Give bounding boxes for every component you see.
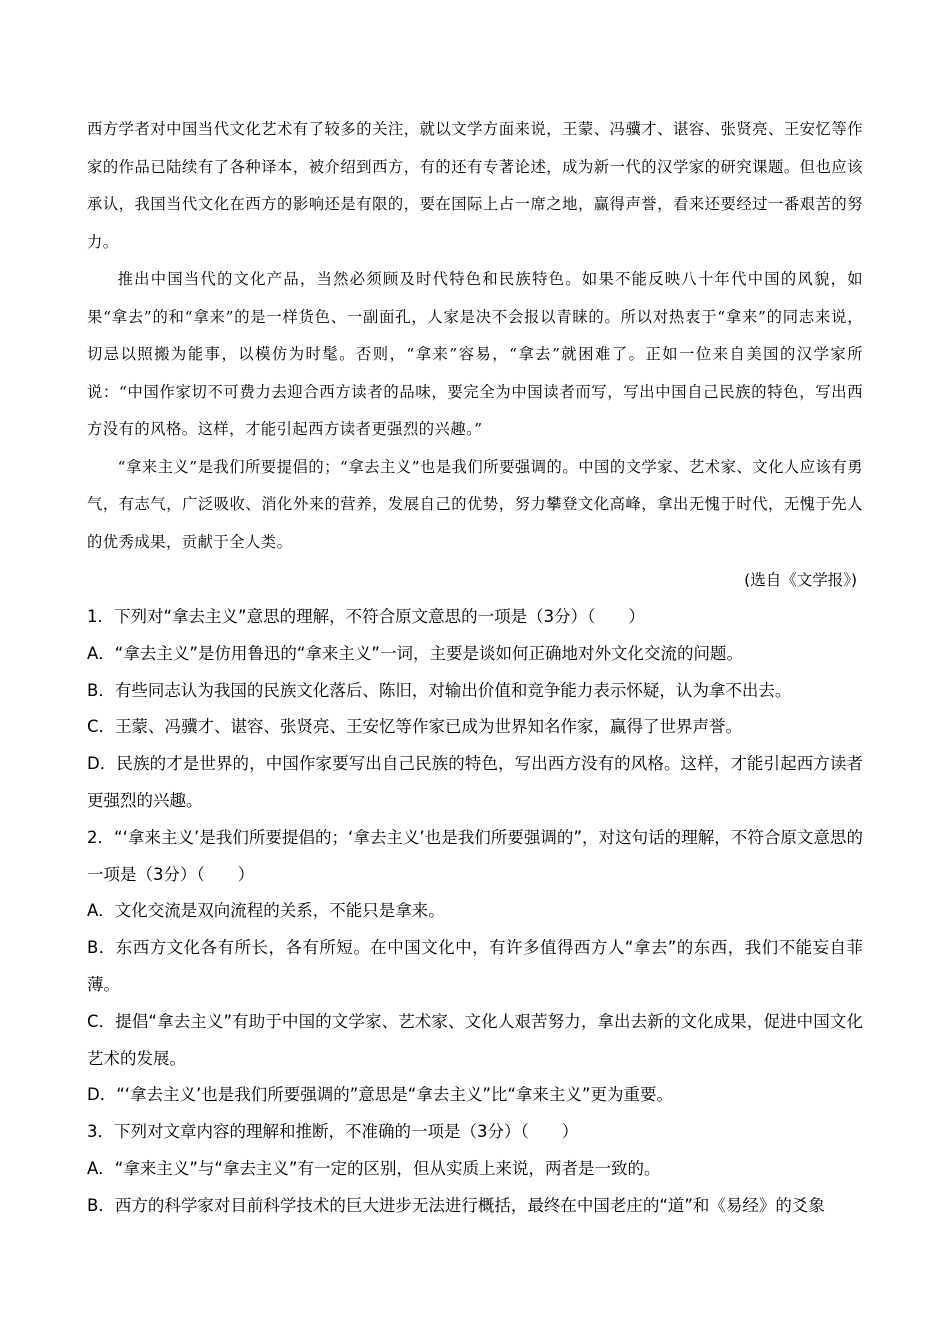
option-a: A．“拿来主义”与“拿去主义”有一定的区别，但从实质上来说，两者是一致的。 bbox=[87, 1158, 661, 1178]
option-c: C．提倡“拿去主义”有助于中国的文学家、艺术家、文化人艰苦努力，拿出去新的文化成果，促进中国文化艺术的发展。 bbox=[87, 1011, 863, 1068]
passage-paragraph-1: 西方学者对中国当代文化艺术有了较多的关注，就以文学方面来说，王蒙、冯骥才、谌容、张贤亮、王安忆等作家的作品已陆续有了各种译本，被介绍到西方，有的还有专著论述，成为新一代的汉学家的研究课题。但也应该承认，我国当代文化在西方的影响还是有限的，要在国际上占一席之地，赢得声誉，看来还要经过一番艰苦的努力。 bbox=[87, 120, 863, 251]
option-a: A．文化交流是双向流程的关系，不能只是拿来。 bbox=[87, 901, 445, 921]
question-stem: 2．“‘拿来主义’是我们所要提倡的；‘拿去主义’也是我们所要强调的”，对这句话的理解，不符合原文意思的一项是（3分）（ ） bbox=[87, 827, 863, 884]
question-3 bbox=[87, 1114, 863, 1224]
passage-paragraph-3: “拿来主义”是我们所要提倡的；“拿去主义”也是我们所要强调的。中国的文学家、艺术家、文化人应该有勇气，有志气，广泛吸收、消化外来的营养，发展自己的优势，努力攀登文化高峰，拿出无愧于时代，无愧于先人的优秀成果，贡献于全人类。 bbox=[87, 457, 863, 551]
question-list bbox=[87, 599, 863, 1225]
question-2 bbox=[87, 820, 863, 1114]
option-b: B．东西方文化各有所长，各有所短。在中国文化中，有许多值得西方人“拿去”的东西，我们不能妄自菲薄。 bbox=[87, 938, 863, 994]
option-a: A．“拿去主义”是仿用鲁迅的“拿来主义”一词，主要是谈如何正确地对外文化交流的问题。 bbox=[87, 643, 743, 663]
option-b: B．有些同志认为我国的民族文化落后、陈旧，对输出价值和竞争能力表示怀疑，认为拿不出去。 bbox=[87, 680, 792, 700]
reading-passage bbox=[87, 111, 863, 561]
passage-source: (选自《文学报》) bbox=[744, 571, 857, 589]
exam-page bbox=[87, 111, 863, 1225]
question-1 bbox=[87, 599, 863, 820]
question-stem: 3．下列对文章内容的理解和推断，不准确的一项是（3分）（ ） bbox=[87, 1122, 579, 1142]
question-stem: 1．下列对“拿去主义”意思的理解，不符合原文意思的一项是（3分）（ ） bbox=[87, 607, 645, 626]
passage-paragraph-2: 推出中国当代的文化产品，当然必须顾及时代特色和民族特色。如果不能反映八十年代中国的风貌，如果“拿去”的和“拿来”的是一样货色、一副面孔，人家是决不会报以青睐的。所以对热衷于“拿来”的同志来说，切忌以照搬为能事，以模仿为时髦。否则，“拿来”容易，“拿去”就困难了。正如一位来自美国的汉学家所说：“中国作家切不可费力去迎合西方读者的品味，要完全为中国读者而写，写出中国自己民族的特色，写出西方没有的风格。这样，才能引起西方读者更强烈的兴趣。” bbox=[87, 270, 863, 438]
option-b: B．西方的科学家对目前科学技术的巨大进步无法进行概括，最终在中国老庄的“道”和《易经》的爻象 bbox=[87, 1195, 825, 1215]
option-c: C．王蒙、冯骥才、谌容、张贤亮、王安忆等作家已成为世界知名作家，赢得了世界声誉。 bbox=[87, 717, 743, 737]
option-d: D．“‘拿去主义’也是我们所要强调的”意思是“拿去主义”比“拿来主义”更为重要。 bbox=[87, 1085, 673, 1105]
option-d: D．民族的才是世界的，中国作家要写出自己民族的特色，写出西方没有的风格。这样，才能引起西方读者更强烈的兴趣。 bbox=[87, 754, 863, 810]
